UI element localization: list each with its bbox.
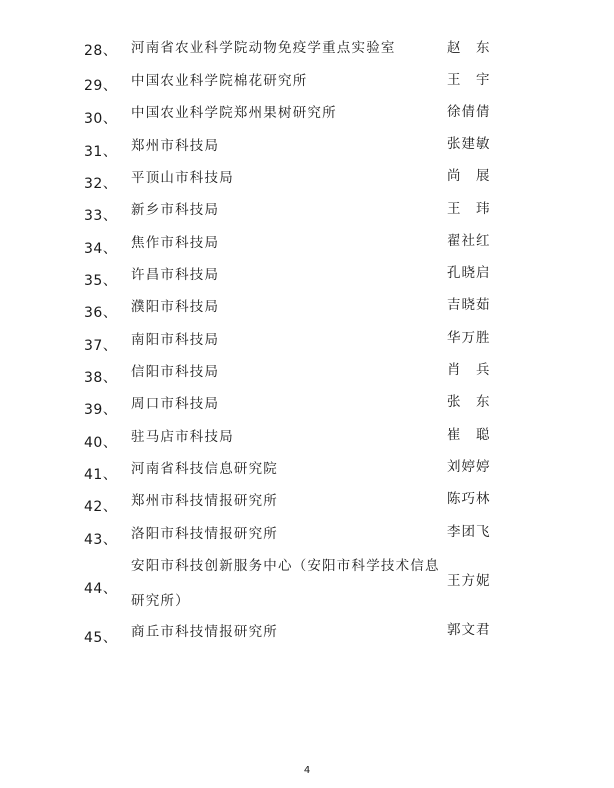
contact-person: 陈巧林 [447,491,491,507]
contact-person: 郭文君 [447,622,491,638]
contact-person: 尚 展 [447,168,491,184]
organization-name: 焦作市科技局 [131,235,220,251]
contact-person: 王 玮 [447,201,491,217]
organization-name: 驻马店市科技局 [131,429,234,445]
entry-number: 40、 [84,435,118,451]
organization-name: 河南省农业科学院动物免疫学重点实验室 [131,40,396,56]
contact-person: 徐倩倩 [447,104,491,120]
organization-name: 许昌市科技局 [131,267,220,283]
contact-person: 翟社红 [447,233,491,249]
entry-number: 30、 [84,111,118,127]
entry-number: 32、 [84,176,118,192]
entry-number: 45、 [84,630,118,646]
organization-name: 周口市科技局 [131,396,220,412]
organization-name-line2: 研究所） [131,593,190,609]
organization-name: 信阳市科技局 [131,364,220,380]
contact-person: 王方妮 [447,573,491,589]
entry-number: 41、 [84,467,118,483]
organization-name: 郑州市科技局 [131,138,220,154]
organization-name: 濮阳市科技局 [131,299,220,315]
contact-person: 崔 聪 [447,427,491,443]
entry-number: 28、 [84,43,118,59]
entry-number: 35、 [84,273,118,289]
organization-name: 新乡市科技局 [131,202,220,218]
entry-number: 42、 [84,499,118,515]
contact-person: 赵 东 [447,40,491,56]
contact-person: 张 东 [447,394,491,410]
organization-name: 平顶山市科技局 [131,170,234,186]
entry-number: 43、 [84,532,118,548]
entry-number: 37、 [84,338,118,354]
entry-number: 34、 [84,241,118,257]
contact-person: 孔晓启 [447,265,491,281]
organization-name-line1: 安阳市科技创新服务中心（安阳市科学技术信息 [131,558,440,574]
entry-number: 36、 [84,305,118,321]
organization-name: 郑州市科技情报研究所 [131,493,278,509]
entry-number: 38、 [84,370,118,386]
contact-person: 王 宇 [447,72,491,88]
entry-number: 44、 [84,581,118,597]
page-number: 4 [303,765,311,776]
contact-person: 张建敏 [447,136,491,152]
entry-number: 39、 [84,402,118,418]
contact-person: 吉晓茹 [447,297,491,313]
contact-person: 李团飞 [447,524,491,540]
contact-person: 肖 兵 [447,362,491,378]
contact-person: 华万胜 [447,330,491,346]
organization-name: 商丘市科技情报研究所 [131,624,278,640]
entry-number: 33、 [84,208,118,224]
organization-name: 洛阳市科技情报研究所 [131,526,278,542]
contact-person: 刘婷婷 [447,459,491,475]
entry-number: 31、 [84,144,118,160]
entry-number: 29、 [84,78,118,94]
organization-name: 中国农业科学院郑州果树研究所 [131,105,337,121]
organization-name: 南阳市科技局 [131,332,220,348]
organization-name: 河南省科技信息研究院 [131,461,278,477]
organization-name: 中国农业科学院棉花研究所 [131,73,308,89]
